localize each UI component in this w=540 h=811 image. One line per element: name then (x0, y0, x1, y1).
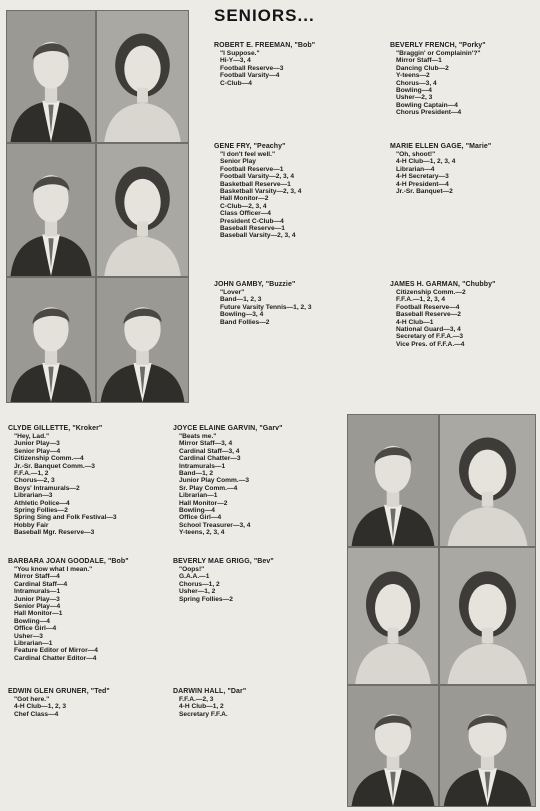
activity-item: Senior Play—4 (14, 603, 61, 611)
activity-item: 4-H President—4 (396, 180, 449, 188)
senior-entry-john-gamby (214, 281, 384, 326)
activity-item: C-Club—4 (220, 79, 252, 87)
portrait-clyde-gillette (347, 414, 439, 547)
senior-name: MARIE ELLEN GAGE, "Marie" (390, 143, 492, 150)
senior-entry-james-garman (390, 281, 540, 348)
activity-item: Usher—1, 2 (179, 588, 216, 596)
activity-item: Office Girl—4 (179, 514, 222, 522)
activity-item: Football Varsity—2, 3, 4 (220, 173, 295, 181)
activity-item: Hi-Y—3, 4 (220, 57, 251, 65)
activity-item: Football Varsity—4 (220, 72, 280, 80)
activity-item: Cardinal Staff—3, 4 (179, 447, 240, 455)
activity-item: Junior Play Comm.—3 (179, 477, 249, 485)
activity-item: C-Club—2, 3, 4 (220, 202, 267, 210)
activity-item: G.A.A.—1 (179, 573, 210, 581)
activity-item: Football Reserve—1 (220, 165, 284, 173)
activity-item: Intramurals—1 (14, 588, 61, 596)
activity-item: Spring Follies—2 (179, 595, 233, 603)
activity-item: Sr. Play Comm.—4 (179, 484, 238, 492)
activity-item: Senior Play—4 (14, 447, 61, 455)
senior-entry-beverly-french (390, 42, 540, 117)
activity-item: Bowling—4 (14, 617, 50, 625)
activity-item: Baseball Reserve—2 (396, 311, 461, 319)
activity-item: 4-H Club—1, 2, 3 (14, 703, 67, 711)
activity-item: Hobby Fair (14, 521, 49, 529)
activity-item: 4-H Club—1, 2, 3, 4 (396, 158, 456, 166)
activity-item: F.F.A.—2, 3 (179, 696, 214, 703)
senior-name: EDWIN GLEN GRUNER, "Ted" (8, 688, 110, 695)
activity-item: Jr.-Sr. Banquet—2 (396, 188, 453, 196)
senior-name: BEVERLY MAE GRIGG, "Bev" (173, 558, 274, 565)
activity-item: 4-H Secretary—3 (396, 173, 449, 181)
portrait-joyce-garvin (439, 414, 536, 547)
activity-item: 4-H Club—1, 2 (179, 703, 224, 711)
activity-item: Secretary of F.F.A.—3 (396, 333, 464, 341)
senior-motto: "I don't feel well." (220, 151, 276, 158)
activity-item: Mirror Staff—3, 4 (179, 440, 233, 448)
senior-entry-edwin-gruner (8, 688, 178, 718)
senior-motto: "Lover" (220, 289, 245, 296)
activity-item: School Treasurer—3, 4 (179, 521, 251, 529)
senior-name: JOYCE ELAINE GARVIN, "Garv" (173, 425, 283, 432)
activity-item: Band—1, 2, 3 (220, 296, 262, 304)
activity-item: Senior Play (220, 158, 256, 166)
activity-item: Baseball Mgr. Reserve—3 (14, 529, 95, 537)
activity-item: Chef Class—4 (14, 710, 59, 718)
senior-entry-robert-freeman (214, 42, 384, 87)
activity-item: Bowling—4 (179, 507, 215, 515)
activity-item: Chorus—2, 3 (14, 477, 55, 485)
activity-item: Hall Monitor—1 (14, 610, 63, 618)
activity-item: Vice Pres. of F.F.A.—4 (396, 340, 465, 348)
senior-motto: "Beats me." (179, 433, 217, 440)
senior-motto: "Hey, Lad." (14, 433, 50, 440)
activity-item: Bowling—4 (396, 87, 432, 95)
activity-item: Mirror Staff—1 (396, 57, 442, 65)
activity-item: Mirror Staff—4 (14, 573, 60, 581)
activity-item: Boys' Intramurals—2 (14, 484, 80, 492)
portrait-john-gamby (6, 277, 96, 403)
activity-item: Future Varsity Tennis—1, 2, 3 (220, 303, 312, 311)
activity-item: Chorus—3, 4 (396, 79, 437, 87)
activity-item: Hall Monitor—2 (179, 499, 228, 507)
senior-entry-gene-fry (214, 143, 384, 240)
activity-item: National Guard—3, 4 (396, 326, 461, 334)
activity-item: Football Reserve—4 (396, 303, 460, 311)
portrait-beverly-french (96, 10, 189, 143)
activity-item: Spring Sing and Folk Festival—3 (14, 514, 117, 522)
activity-item: F.F.A.—1, 2 (14, 470, 49, 478)
portrait-darwin-hall (439, 685, 536, 807)
senior-motto: "Oops!" (179, 566, 205, 573)
portrait-robert-freeman (6, 10, 96, 143)
activity-item: Junior Play—3 (14, 595, 60, 603)
senior-name: JAMES H. GARMAN, "Chubby" (390, 281, 496, 288)
activity-item: Baseball Varsity—2, 3, 4 (220, 232, 296, 240)
senior-name: BEVERLY FRENCH, "Porky" (390, 42, 486, 49)
activity-item: F.F.A.—1, 2, 3, 4 (396, 296, 446, 304)
activity-item: Cardinal Chatter—3 (179, 455, 241, 463)
activity-item: Librarian—1 (14, 640, 53, 648)
activity-item: Jr.-Sr. Banquet Comm.—3 (14, 462, 95, 470)
activity-item: Hall Monitor—2 (220, 195, 269, 203)
senior-name: GENE FRY, "Peachy" (214, 143, 286, 150)
activity-item: Feature Editor of Mirror—4 (14, 647, 98, 655)
activity-item: Office Girl—4 (14, 625, 57, 633)
senior-name: DARWIN HALL, "Dar" (173, 688, 247, 695)
activity-item: Y-teens, 2, 3, 4 (179, 529, 225, 537)
senior-motto: "Got here." (14, 696, 50, 703)
senior-entry-clyde-gillette (8, 425, 178, 537)
activity-item: Band Follies—2 (220, 318, 270, 326)
senior-name: CLYDE GILLETTE, "Kroker" (8, 425, 103, 432)
portrait-james-garman (96, 277, 189, 403)
activity-item: Basketball Reserve—1 (220, 180, 291, 188)
portrait-beverly-grigg (439, 547, 536, 685)
page-title: SENIORS... (214, 6, 315, 25)
senior-motto: "Braggin' or Complainin'?" (396, 50, 481, 57)
activity-item: Junior Play—3 (14, 440, 60, 448)
activity-item: Dancing Club—2 (396, 64, 449, 72)
activity-item: Librarian—1 (179, 492, 218, 500)
senior-motto: "I Suppose." (220, 50, 260, 57)
senior-entry-darwin-hall (173, 688, 343, 718)
portrait-marie-gage (96, 143, 189, 277)
senior-name: ROBERT E. FREEMAN, "Bob" (214, 42, 316, 49)
activity-item: Librarian—3 (14, 492, 53, 500)
activity-item: Y-teens—2 (396, 72, 430, 80)
portrait-gene-fry (6, 143, 96, 277)
activity-item: Cardinal Chatter Editor—4 (14, 654, 97, 662)
activity-item: Spring Follies—2 (14, 507, 68, 515)
activity-item: Football Reserve—3 (220, 64, 284, 72)
senior-name: JOHN GAMBY, "Buzzie" (214, 281, 296, 288)
activity-item: Bowling—3, 4 (220, 311, 264, 319)
senior-entry-marie-gage (390, 143, 540, 195)
activity-item: President C-Club—4 (220, 217, 284, 225)
activity-item: Class Officer—4 (220, 210, 271, 218)
activity-item: Bowling Captain—4 (396, 101, 458, 109)
senior-motto: "You know what I mean." (14, 566, 93, 573)
activity-item: Athletic Police—4 (14, 499, 70, 507)
activity-item: Band—1, 2 (179, 470, 214, 478)
portrait-edwin-gruner (347, 685, 439, 807)
activity-item: Baseball Reserve—1 (220, 225, 285, 233)
activity-item: Librarian—4 (396, 165, 435, 173)
activity-item: 4-H Club—1 (396, 318, 434, 326)
activity-item: Usher—3 (14, 632, 43, 640)
portrait-barbara-goodale (347, 547, 439, 685)
activity-item: Citizenship Comm.—2 (396, 289, 466, 296)
senior-entry-joyce-garvin (173, 425, 343, 537)
activity-item: Usher—2, 3 (396, 94, 433, 102)
senior-entry-barbara-goodale (8, 558, 178, 662)
senior-motto: "Oh, shoot!" (396, 151, 436, 158)
activity-item: Basketball Varsity—2, 3, 4 (220, 188, 302, 196)
activity-item: Intramurals—1 (179, 462, 226, 470)
activity-item: Chorus President—4 (396, 109, 462, 117)
senior-name: BARBARA JOAN GOODALE, "Bob" (8, 558, 129, 565)
activity-item: Chorus—1, 2 (179, 580, 220, 588)
activity-item: Citizenship Comm.—4 (14, 455, 84, 463)
senior-entry-beverly-grigg (173, 558, 343, 603)
activity-item: Secretary F.F.A. (179, 710, 228, 718)
activity-item: Cardinal Staff—4 (14, 580, 68, 588)
